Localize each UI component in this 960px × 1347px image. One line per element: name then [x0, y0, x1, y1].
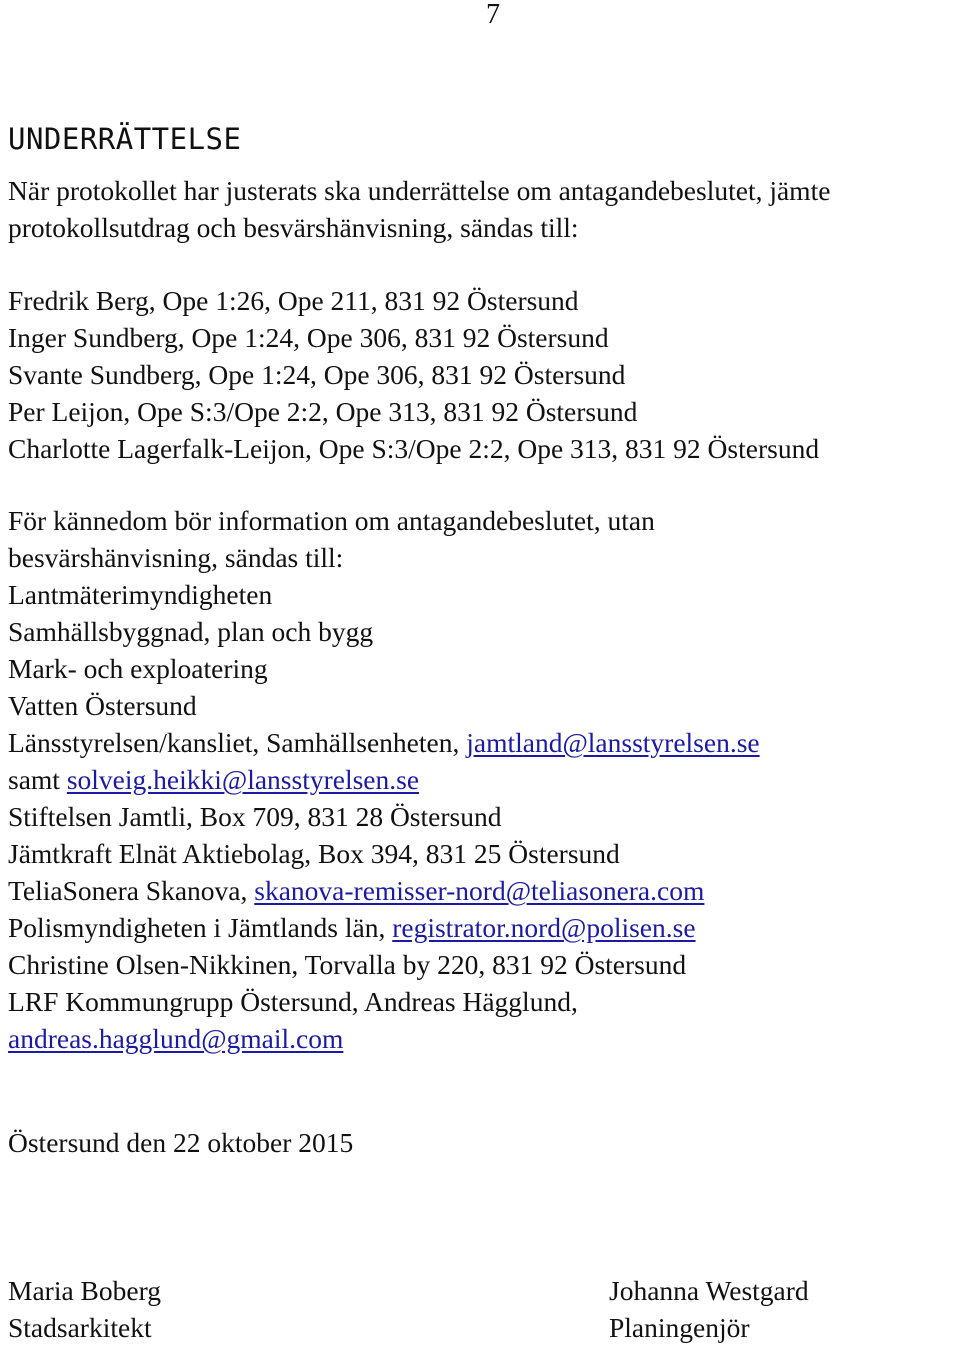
info-item-telia	[8, 872, 958, 909]
intro-line: När protokollet har justerats ska underrättelse om antagandebeslutet, jämte	[8, 175, 831, 206]
telia-email-link[interactable]: skanova-remisser-nord@teliasonera.com	[254, 875, 705, 906]
info-item: Samhällsbyggnad, plan och bygg	[8, 616, 374, 647]
signer-name: Maria Boberg	[8, 1275, 161, 1306]
info-item-text: samt	[8, 764, 67, 795]
intro-line: protokollsutdrag och besvärshänvisning, sändas till:	[8, 212, 579, 243]
polis-email-link[interactable]: registrator.nord@polisen.se	[392, 912, 696, 943]
info-item: Christine Olsen-Nikkinen, Torvalla by 220, 831 92 Östersund	[8, 949, 687, 980]
info-item-polis	[8, 909, 958, 946]
signer-title: Stadsarkitekt	[8, 1312, 152, 1343]
recipient-list	[8, 282, 958, 467]
lansstyrelsen-email-link[interactable]: jamtland@lansstyrelsen.se	[466, 727, 760, 758]
signer-name: Johanna Westgard	[609, 1275, 809, 1306]
solveig-email-link[interactable]: solveig.heikki@lansstyrelsen.se	[66, 764, 420, 795]
recipient-item: Inger Sundberg, Ope 1:24, Ope 306, 831 92 Östersund	[8, 322, 609, 353]
signer-title: Planingenjör	[609, 1312, 750, 1343]
page-number: 7	[486, 0, 500, 30]
info-item: Lantmäterimyndigheten	[8, 579, 273, 610]
signature-right	[609, 1272, 809, 1346]
info-item-text: TeliaSonera Skanova,	[8, 875, 255, 906]
section-heading: UNDERRÄTTELSE	[8, 122, 242, 156]
information-list	[8, 502, 958, 1057]
signature-left	[8, 1272, 161, 1346]
recipient-item: Per Leijon, Ope S:3/Ope 2:2, Ope 313, 831 92 Östersund	[8, 396, 638, 427]
recipient-item: Svante Sundberg, Ope 1:24, Ope 306, 831 92 Östersund	[8, 359, 626, 390]
intro-paragraph	[8, 172, 958, 246]
info-item: Jämtkraft Elnät Aktiebolag, Box 394, 831 25 Östersund	[8, 838, 620, 869]
info-item: Stiftelsen Jamtli, Box 709, 831 28 Östersund	[8, 801, 502, 832]
date-line: Östersund den 22 oktober 2015	[8, 1127, 354, 1158]
info-item-lrf-email	[8, 1020, 958, 1057]
info-intro-line: besvärshänvisning, sändas till:	[8, 542, 344, 573]
lrf-email-link[interactable]: andreas.hagglund@gmail.com	[8, 1023, 344, 1054]
info-intro-line: För kännedom bör information om antagandebeslutet, utan	[8, 505, 655, 536]
info-item-text: Länsstyrelsen/kansliet, Samhällsenheten,	[8, 727, 467, 758]
recipient-item: Fredrik Berg, Ope 1:26, Ope 211, 831 92 Östersund	[8, 285, 579, 316]
info-item-text: Polismyndigheten i Jämtlands län,	[8, 912, 393, 943]
info-item: Vatten Östersund	[8, 690, 197, 721]
info-item-lansstyrelsen	[8, 724, 958, 761]
recipient-item: Charlotte Lagerfalk-Leijon, Ope S:3/Ope 2:2, Ope 313, 831 92 Östersund	[8, 433, 820, 464]
info-item-samt	[8, 761, 958, 798]
info-item: LRF Kommungrupp Östersund, Andreas Hägglund,	[8, 986, 578, 1017]
info-item: Mark- och exploatering	[8, 653, 268, 684]
